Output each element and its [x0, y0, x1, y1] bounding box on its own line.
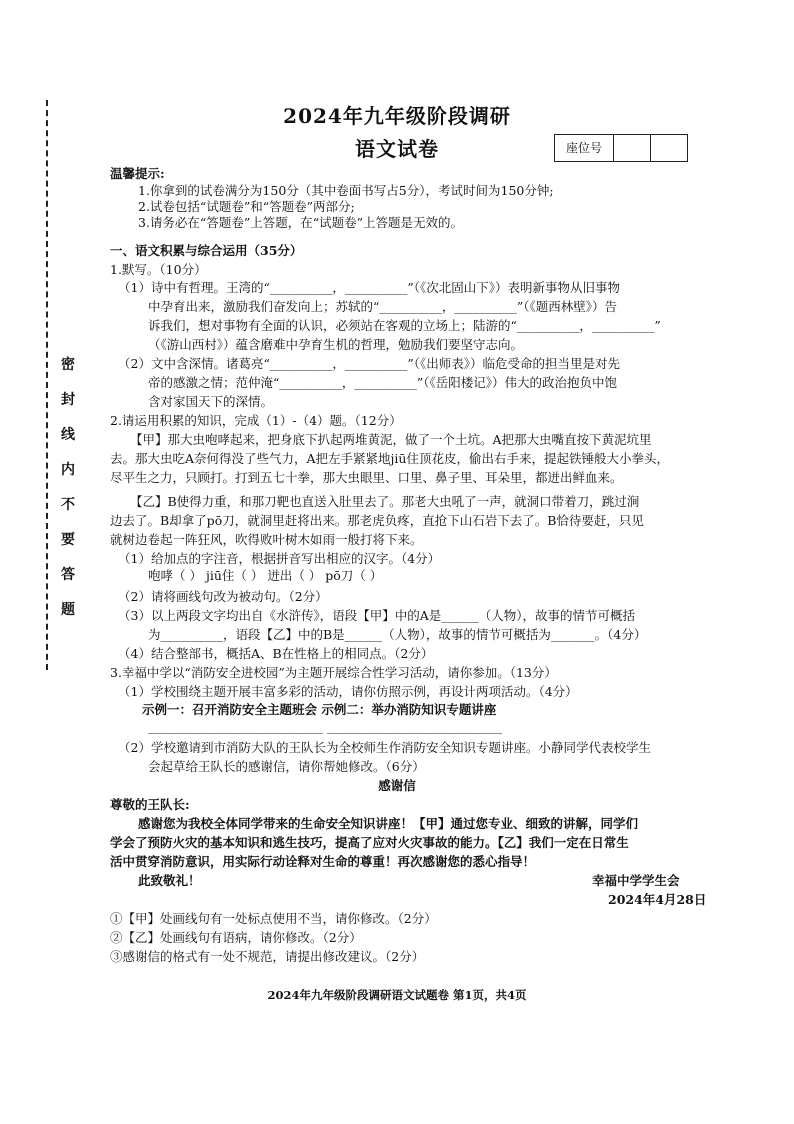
seal-char: 要 [61, 532, 75, 548]
text-line: 温馨提示: [110, 166, 165, 181]
text-line: 3.请务必在“答题卷”上答题，在“试题卷”上答题是无效的。 [138, 215, 463, 230]
text-line: 感谢信 [378, 778, 416, 793]
page-footer: 2024年九年级阶段调研语文试题卷 第1页，共4页 [267, 988, 527, 1002]
text-line: 【乙】B使得力重，和那刀靶也直送入肚里去了。那老大虫吼了一声，就洞口带着刀，跳过涧 [130, 494, 640, 509]
text-line: 帝的感激之情；范仲淹“__________，__________”（《岳阳楼记》）伟大的政治抱负中饱 [148, 375, 618, 390]
text-line: 尊敬的王队长: [110, 797, 190, 812]
text-line: （2）文中含深情。诸葛亮“__________，__________”（《出师表》）临危受命的担当里是对先 [118, 356, 620, 371]
seal-char: 题 [61, 602, 75, 618]
text-line: 3.幸福中学以“消防安全进校园”为主题开展综合性学习活动，请你参加。（13分） [110, 665, 557, 680]
text-line: 2024年4月28日 [608, 892, 707, 907]
text-line: 2.请运用积累的知识，完成（1）-（4）题。（12分） [110, 413, 402, 428]
seat-number-box [554, 134, 688, 162]
text-line: 【甲】那大虫咆哮起来，把身底下扒起两堆黄泥，做了一个土坑。A把那大虫嘴直按下黄泥坑里 [130, 432, 652, 447]
text-line: 会起草给王队长的感谢信，请你帮她修改。（6分） [148, 759, 425, 774]
seal-char: 线 [61, 427, 75, 443]
text-line: ____________________________ ____________________________ [148, 719, 502, 734]
exam-title: 2024年九年级阶段调研 [283, 104, 511, 128]
text-line: （4）结合整部书，概括A、B在性格上的相同点。（2分） [118, 646, 434, 661]
text-line: （3）以上两段文字均出自《水浒传》，语段【甲】中的A是______（人物），故事的情节可概括 [118, 608, 635, 623]
text-line: 中孕育出来，激励我们奋发向上；苏轼的“__________，__________”（《题西林壁》）告 [148, 299, 618, 314]
text-line: （1）给加点的字注音，根据拼音写出相应的汉字。（4分） [118, 551, 441, 566]
seat-number-label: 座位号 [555, 135, 614, 161]
seal-char: 答 [61, 567, 75, 583]
seal-char: 封 [61, 392, 75, 408]
text-line: 2.试卷包括“试题卷”和“答题卷”两部分; [138, 199, 355, 214]
text-line: （1）诗中有哲理。王湾的“__________，__________”（《次北固山下》）表明新事物从旧事物 [118, 280, 620, 295]
seal-char: 内 [61, 462, 75, 478]
seat-number-cell[interactable] [651, 135, 687, 161]
text-line: 此致敬礼！ [138, 873, 201, 888]
seat-number-cell[interactable] [614, 135, 651, 161]
text-line: 咆哮（ ） jiū住（ ） 迸出（ ） pō刀（ ） [148, 568, 383, 583]
text-line: 示例一：召开消防安全主题班会 示例二：举办消防知识专题讲座 [142, 702, 497, 717]
text-line: 为__________，语段【乙】中的B是______（人物），故事的情节可概括为_______。（4分） [148, 627, 647, 642]
text-line: 诉我们，想对事物有全面的认识，必须站在客观的立场上；陆游的“__________，__________” [148, 318, 661, 333]
text-line: 边去了。B却拿了pō刀，就洞里赶将出来。那老虎负疼，直抢下山石岩下去了。B恰待要赶，只见 [110, 513, 644, 528]
text-line: （《游山西村》）蕴含磨难中孕育生机的哲理，勉励我们要坚守志向。 [148, 337, 524, 352]
text-line: 含对家国天下的深情。 [148, 394, 274, 409]
text-line: 幸福中学学生会 [592, 873, 680, 888]
binding-dashed-line [46, 100, 48, 670]
text-line: 1.默写。（10分） [110, 262, 207, 277]
text-line: 感谢您为我校全体同学带来的生命安全知识讲座！【甲】通过您专业、细致的讲解，同学们 [138, 816, 639, 831]
text-line: 一、语文积累与综合运用（35分） [110, 243, 303, 258]
text-line: 就树边卷起一阵狂风，吹得败叶树木如雨一般打将下来。 [110, 532, 423, 547]
text-line: （2）学校邀请到市消防大队的王队长为全校师生作消防安全知识专题讲座。小静同学代表校学生 [118, 740, 651, 755]
subject-title: 语文试卷 [355, 137, 439, 161]
text-line: 学会了预防火灾的基本知识和逃生技巧，提高了应对火灾事故的能力。【乙】我们一定在日常生 [110, 835, 629, 850]
text-line: （1）学校围绕主题开展丰富多彩的活动，请你仿照示例，再设计两项活动。（4分） [118, 684, 578, 699]
margin-seal-text [58, 355, 78, 635]
seal-char: 密 [61, 357, 75, 373]
text-line: （2）请将画线句改为被动句。（2分） [118, 589, 328, 604]
text-line: 活中贯穿消防意识，用实际行动诠释对生命的尊重！再次感谢您的悉心指导！ [110, 854, 536, 869]
text-line: ②【乙】处画线句有语病，请你修改。（2分） [110, 930, 362, 945]
text-line: ③感谢信的格式有一处不规范，请提出修改建议。（2分） [110, 949, 425, 964]
seal-char: 不 [61, 497, 75, 513]
text-line: ①【甲】处画线句有一处标点使用不当，请你修改。（2分） [110, 911, 437, 926]
text-line: 去。那大虫吃A奈何得没了些气力，A把左手紧紧地jiū住顶花皮，偷出右手来，提起铁锤般大小拳头， [110, 451, 669, 466]
text-line: 尽平生之力，只顾打。打到五七十拳，那大虫眼里、口里、鼻子里、耳朵里，都迸出鲜血来。 [110, 470, 623, 485]
text-line: 1.你拿到的试卷满分为150分（其中卷面书写占5分），考试时间为150分钟; [138, 183, 554, 198]
